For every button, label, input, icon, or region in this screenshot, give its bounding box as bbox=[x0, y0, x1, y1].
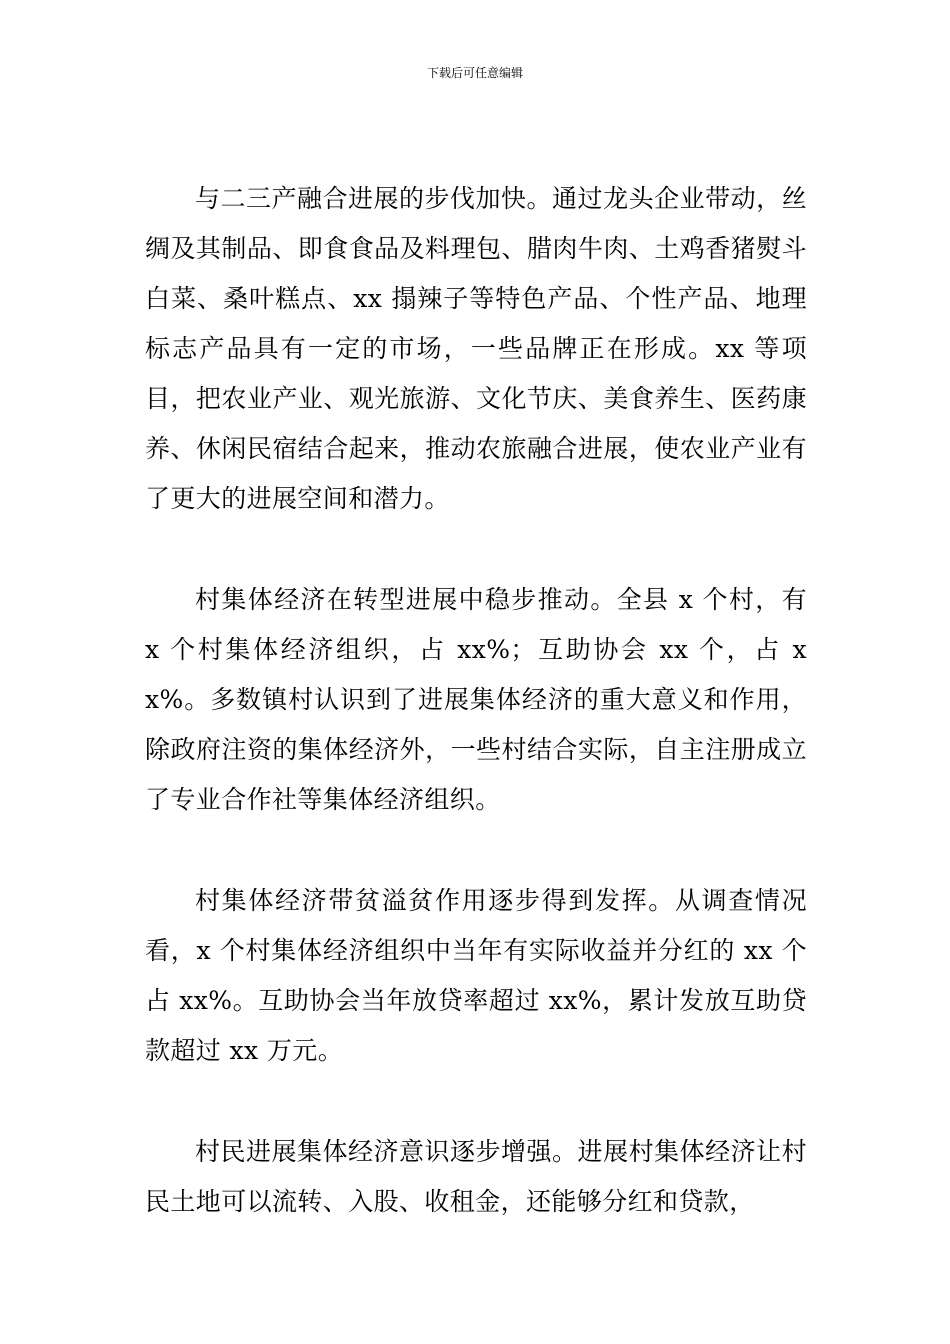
document-body bbox=[145, 174, 807, 1227]
paragraph-integration: 与二三产融合进展的步伐加快。通过龙头企业带动，丝绸及其制品、即食食品及料理包、腊肉牛肉、土鸡香猪熨斗白菜、桑叶糕点、xx 搨辣子等特色产品、个性产品、地理标志产品具有一定的市场，一些品牌正在形成。xx 等项目，把农业产业、观光旅游、文化节庆、美食养生、医药康养、休闲民宿结合起来，推动农旅融合进展，使农业产业有了更大的进展空间和潜力。 bbox=[145, 184, 807, 513]
paragraph-villager-awareness: 村民进展集体经济意识逐步增强。进展村集体经济让村民土地可以流转、入股、收租金，还能够分红和贷款， bbox=[145, 1137, 807, 1216]
paragraph-collective-economy: 村集体经济在转型进展中稳步推动。全县 x 个村，有 x 个村集体经济组织，占 xx%；互助协会 xx 个，占 xx%。多数镇村认识到了进展集体经济的重大意义和作用，除政府注资的集体经济外，一些村结合实际，自主注册成立了专业合作社等集体经济组织。 bbox=[145, 585, 807, 814]
page-header: 下载后可任意编辑 bbox=[426, 66, 523, 80]
paragraph-poverty-relief: 村集体经济带贫溢贫作用逐步得到发挥。从调查情况看，x 个村集体经济组织中当年有实际收益并分红的 xx 个占 xx%。互助协会当年放贷率超过 xx%，累计发放互助贷款超过 xx 万元。 bbox=[145, 886, 807, 1065]
